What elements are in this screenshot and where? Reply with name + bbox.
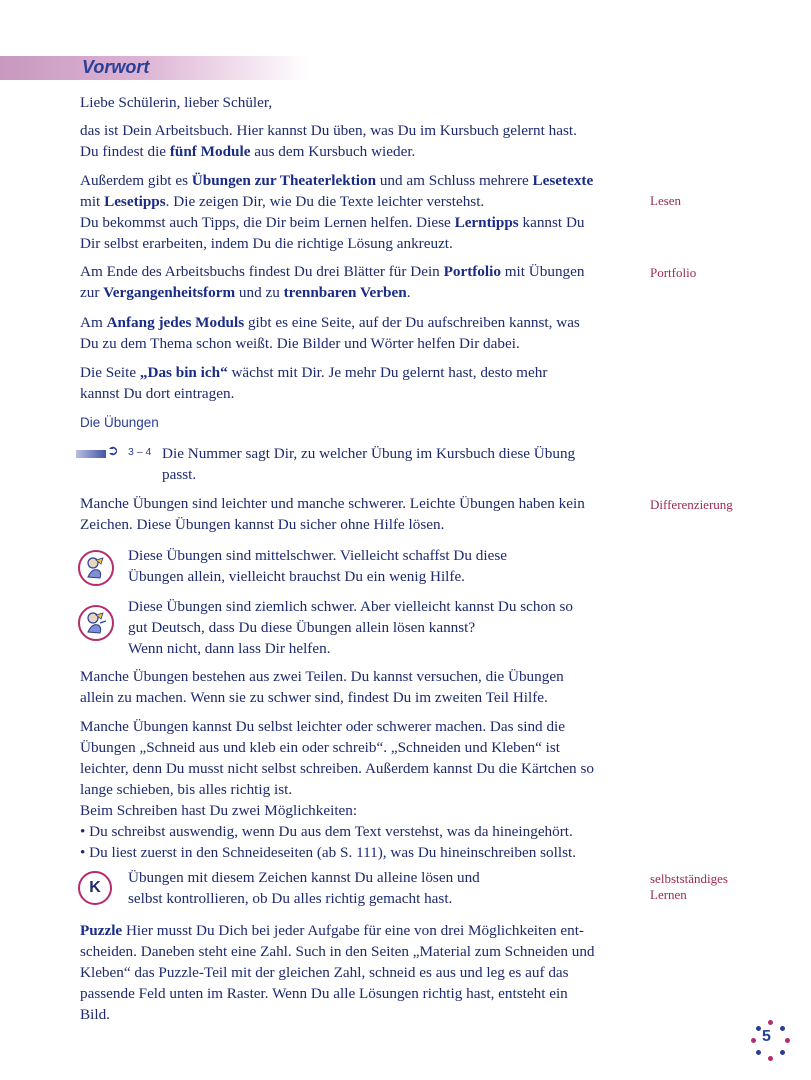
text-line: Übungen allein, vielleicht brauchst Du ein wenig Hilfe.	[128, 568, 465, 585]
text-span: und zu	[235, 284, 284, 301]
margin-note-differenzierung: Differenzierung	[650, 497, 733, 512]
text-span: zur	[80, 284, 104, 301]
text-line	[80, 212, 640, 233]
text-line	[80, 312, 640, 333]
text-span: Du findest die	[80, 143, 170, 160]
text-line: Zeichen. Diese Übungen kannst Du sicher ohne Hilfe lösen.	[80, 516, 445, 533]
text-line: Manche Übungen sind leichter und manche schwerer. Leichte Übungen haben kein	[80, 495, 585, 512]
paragraph-portfolio	[80, 261, 640, 303]
page-number: 5	[762, 1028, 771, 1045]
margin-note-portfolio: Portfolio	[650, 265, 697, 280]
text-line	[80, 920, 640, 941]
text-line: Lernen	[650, 887, 687, 902]
text-line: selbstständiges	[650, 871, 728, 886]
decor-dot	[768, 1056, 773, 1061]
figure-icon	[80, 552, 112, 584]
page-title: Vorwort	[82, 57, 150, 77]
text-line: selbst kontrollieren, ob Du alles richtig gemacht hast.	[128, 890, 453, 907]
text-line: passt.	[162, 466, 197, 483]
self-check-k-icon: K	[78, 871, 112, 905]
subheading-uebungen: Die Übungen	[80, 415, 159, 430]
text-line: Beim Schreiben hast Du zwei Möglichkeiten:	[80, 802, 358, 819]
greeting: Liebe Schülerin, lieber Schüler,	[80, 94, 273, 111]
text-line: Diese Übungen sind mittelschwer. Vielleicht schaffst Du diese	[128, 547, 507, 564]
reference-bar	[76, 450, 106, 458]
medium-difficulty-text	[128, 545, 628, 587]
text-span: Am Ende des Arbeitsbuchs findest Du drei Blätter für Dein	[80, 263, 444, 280]
bold-span: Anfang jedes Moduls	[106, 314, 245, 331]
paragraph-two-parts	[80, 666, 640, 708]
reference-arrow-icon: ➲	[107, 443, 119, 459]
text-line: Dir selbst erarbeiten, indem Du die richtige Lösung ankreuzt.	[80, 235, 453, 252]
text-line	[80, 191, 640, 212]
bold-span: trennbaren Verben	[283, 284, 407, 301]
margin-note-selbststaendiges-lernen	[650, 871, 790, 903]
bold-span: Lerntipps	[454, 214, 519, 231]
decor-dot	[756, 1026, 761, 1031]
bullet-item: • Du liest zuerst in den Schneideseiten (ab S. 111), was Du hineinschreiben sollst.	[80, 844, 576, 861]
bold-span: Puzzle	[80, 922, 123, 939]
paragraph-module-start	[80, 312, 640, 354]
paragraph-puzzle	[80, 920, 640, 1025]
paragraph-das-bin-ich	[80, 362, 640, 404]
header-band	[0, 56, 310, 80]
decor-dot	[780, 1050, 785, 1055]
bold-span: fünf Module	[169, 143, 251, 160]
decor-dot	[756, 1050, 761, 1055]
bold-span: Übungen zur Theaterlektion	[191, 172, 377, 189]
text-line: Übungen „Schneid aus und kleb ein oder schreib“. „Schneiden und Kleben“ ist	[80, 739, 560, 756]
decor-dot	[751, 1038, 756, 1043]
text-line: Übungen mit diesem Zeichen kannst Du alleine lösen und	[128, 869, 480, 886]
text-span: . Die zeigen Dir, wie Du die Texte leichter verstehst.	[165, 193, 485, 210]
text-span: mit Übungen	[500, 263, 585, 280]
text-line: das ist Dein Arbeitsbuch. Hier kannst Du üben, was Du im Kursbuch gelernt hast.	[80, 122, 577, 139]
text-line: passende Feld unten im Raster. Wenn Du alle Lösungen richtig hast, entsteht ein	[80, 985, 568, 1002]
figure-icon	[80, 607, 112, 639]
text-span: Am	[80, 314, 107, 331]
text-span: mit	[80, 193, 105, 210]
margin-note-lesen: Lesen	[650, 193, 682, 208]
bold-span: Vergangenheitsform	[103, 284, 236, 301]
decor-dot	[780, 1026, 785, 1031]
text-line: allein zu machen. Wenn sie zu schwer sind, findest Du im zweiten Teil Hilfe.	[80, 689, 548, 706]
text-span: wächst mit Dir. Je mehr Du gelernt hast, desto mehr	[227, 364, 548, 381]
text-line	[80, 362, 640, 383]
text-line	[80, 282, 640, 303]
text-span: Die Seite	[80, 364, 140, 381]
bold-span: Portfolio	[443, 263, 501, 280]
text-line	[80, 261, 640, 282]
text-line: leichter, denn Du musst nicht selbst schreiben. Außerdem kannst Du die Kärtchen so	[80, 760, 594, 777]
text-line: Wenn nicht, dann lass Dir helfen.	[128, 640, 331, 657]
text-span: kannst Du	[518, 214, 585, 231]
text-line: gut Deutsch, dass Du diese Übungen allein lösen kannst?	[128, 619, 476, 636]
text-line: scheiden. Daneben steht eine Zahl. Such in den Seiten „Material zum Schneiden und	[80, 943, 595, 960]
medium-difficulty-icon	[78, 550, 114, 586]
text-line: Kleben“ das Puzzle-Teil mit der gleichen Zahl, schneid es aus und leg es auf das	[80, 964, 569, 981]
bold-span: „Das bin ich“	[139, 364, 228, 381]
paragraph-intro	[80, 120, 640, 162]
text-span: Du bekommst auch Tipps, die Dir beim Lernen helfen. Diese	[80, 214, 455, 231]
text-line: Die Nummer sagt Dir, zu welcher Übung im Kursbuch diese Übung	[162, 445, 576, 462]
text-span: gibt es eine Seite, auf der Du aufschreiben kannst, was	[244, 314, 580, 331]
text-line: Manche Übungen bestehen aus zwei Teilen. Du kannst versuchen, die Übungen	[80, 668, 564, 685]
text-line	[80, 170, 640, 191]
paragraph-extras	[80, 170, 640, 254]
bullet-item: • Du schreibst auswendig, wenn Du aus dem Text verstehst, was da hineingehört.	[80, 823, 573, 840]
text-line	[80, 141, 640, 162]
decor-dot	[785, 1038, 790, 1043]
text-line: kannst Du dort eintragen.	[80, 385, 235, 402]
text-line: Bild.	[80, 1006, 110, 1023]
text-span: und am Schluss mehrere	[376, 172, 533, 189]
text-line: Manche Übungen kannst Du selbst leichter oder schwerer machen. Das sind die	[80, 718, 566, 735]
text-span: Hier musst Du Dich bei jeder Aufgabe für eine von drei Möglichkeiten ent-	[122, 922, 584, 939]
text-line: Du zu dem Thema schon weißt. Die Bilder und Wörter helfen Dir dabei.	[80, 335, 520, 352]
text-span: Außerdem gibt es	[80, 172, 192, 189]
self-check-text	[128, 867, 628, 909]
text-line: lange schieben, bis alles richtig ist.	[80, 781, 293, 798]
paragraph-difficulty	[80, 493, 640, 535]
paragraph-cut-and-paste	[80, 716, 640, 863]
bold-span: Lesetexte	[532, 172, 594, 189]
text-line: Diese Übungen sind ziemlich schwer. Aber vielleicht kannst Du schon so	[128, 598, 573, 615]
hard-difficulty-icon	[78, 605, 114, 641]
decor-dot	[768, 1020, 773, 1025]
bold-span: Lesetipps	[104, 193, 166, 210]
reference-explanation	[162, 443, 622, 485]
text-span: aus dem Kursbuch wieder.	[250, 143, 416, 160]
reference-number: 3 – 4	[128, 446, 152, 458]
text-span: .	[406, 284, 411, 301]
hard-difficulty-text	[128, 596, 628, 659]
